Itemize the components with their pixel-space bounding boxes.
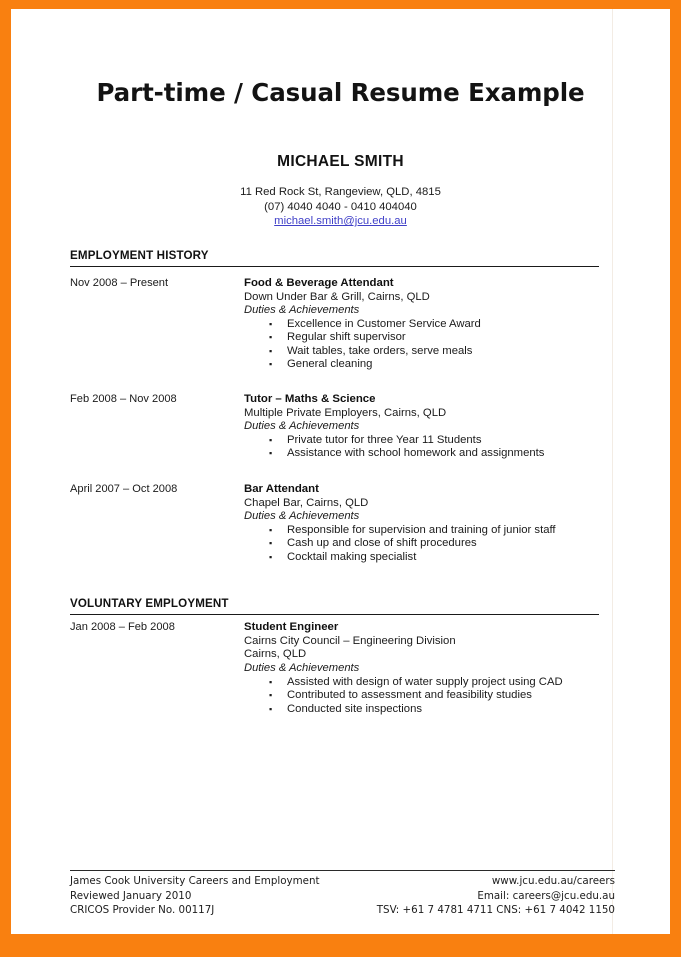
entry-bullet-list	[244, 524, 615, 565]
bullet-item	[244, 676, 615, 690]
bullet-item	[244, 703, 615, 717]
bullet-item	[244, 689, 615, 703]
square-bullet-icon: ▪	[269, 703, 273, 714]
entry-organisation: Multiple Private Employers, Cairns, QLD	[244, 406, 447, 419]
entry-date: Feb 2008 – Nov 2008	[70, 393, 177, 405]
resume-document	[11, 9, 670, 934]
entry-body	[244, 621, 615, 716]
entry-job-title: Student Engineer	[244, 621, 339, 633]
square-bullet-icon: ▪	[269, 359, 273, 370]
entry-organisation: Cairns City Council – Engineering Division	[244, 634, 456, 647]
section-2	[70, 597, 599, 615]
section-heading: VOLUNTARY EMPLOYMENT	[70, 597, 599, 615]
entry-duties-label: Duties & Achievements	[244, 420, 360, 433]
footer-right-line: www.jcu.edu.au/careers	[491, 875, 615, 887]
square-bullet-icon: ▪	[269, 332, 273, 343]
square-bullet-icon: ▪	[269, 318, 273, 329]
square-bullet-icon: ▪	[269, 551, 273, 562]
entry-organisation: Chapel Bar, Cairns, QLD	[244, 496, 369, 509]
entry-bullet-list	[244, 676, 615, 717]
contact-block	[11, 185, 670, 229]
entry-organisation: Down Under Bar & Grill, Cairns, QLD	[244, 290, 430, 303]
entry-date: Jan 2008 – Feb 2008	[70, 621, 175, 633]
square-bullet-icon: ▪	[269, 524, 273, 535]
document-page	[11, 9, 670, 934]
bullet-text: Conducted site inspections	[287, 702, 423, 715]
bullet-text: Wait tables, take orders, serve meals	[287, 344, 473, 357]
entry-body	[244, 393, 615, 461]
section-1	[70, 249, 599, 267]
bullet-item	[244, 318, 615, 332]
bullet-text: Assistance with school homework and assignments	[287, 447, 545, 460]
entry-body	[244, 277, 615, 372]
bullet-text: Responsible for supervision and training of junior staff	[287, 523, 556, 536]
square-bullet-icon: ▪	[269, 345, 273, 356]
bullet-item	[244, 345, 615, 359]
contact-email-link[interactable]: michael.smith@jcu.edu.au	[274, 215, 407, 228]
entry-job-title: Bar Attendant	[244, 483, 319, 495]
page-title: Part-time / Casual Resume Example	[96, 78, 585, 107]
footer-left-line: Reviewed January 2010	[70, 889, 192, 902]
entry-job-title: Tutor – Maths & Science	[244, 393, 376, 405]
entry-organisation-location: Cairns, QLD	[244, 648, 307, 661]
entry-duties-label: Duties & Achievements	[244, 304, 360, 317]
bullet-item	[244, 331, 615, 345]
square-bullet-icon: ▪	[269, 448, 273, 459]
entry-date: April 2007 – Oct 2008	[70, 483, 178, 495]
square-bullet-icon: ▪	[269, 538, 273, 549]
bullet-item	[244, 537, 615, 551]
bullet-item	[244, 434, 615, 448]
bullet-item	[244, 358, 615, 372]
square-bullet-icon: ▪	[269, 434, 273, 445]
bullet-item	[244, 447, 615, 461]
bullet-text: Excellence in Customer Service Award	[287, 317, 481, 330]
entry-date: Nov 2008 – Present	[70, 277, 169, 289]
bullet-text: Cocktail making specialist	[287, 550, 417, 563]
footer-row	[70, 903, 615, 918]
square-bullet-icon: ▪	[269, 690, 273, 701]
footer-left-line: James Cook University Careers and Employment	[70, 875, 320, 887]
page-footer	[70, 870, 615, 918]
footer-right-line: Email: careers@jcu.edu.au	[477, 889, 615, 902]
footer-row	[70, 889, 615, 904]
bullet-text: Assisted with design of water supply project using CAD	[287, 675, 563, 688]
bullet-text: General cleaning	[287, 358, 373, 371]
footer-row	[70, 874, 615, 889]
candidate-name: MICHAEL SMITH	[277, 153, 404, 170]
bullet-item	[244, 524, 615, 538]
entry-bullet-list	[244, 434, 615, 461]
contact-address: 11 Red Rock St, Rangeview, QLD, 4815	[240, 186, 441, 198]
bullet-text: Cash up and close of shift procedures	[287, 537, 477, 550]
entry-duties-label: Duties & Achievements	[244, 510, 360, 523]
bullet-text: Contributed to assessment and feasibility studies	[287, 689, 532, 702]
entry-job-title: Food & Beverage Attendant	[244, 277, 394, 289]
footer-right-line: TSV: +61 7 4781 4711 CNS: +61 7 4042 1150	[376, 904, 615, 917]
bullet-item	[244, 551, 615, 565]
entry-body	[244, 483, 615, 564]
bullet-text: Regular shift supervisor	[287, 331, 406, 344]
square-bullet-icon: ▪	[269, 676, 273, 687]
contact-phones: (07) 4040 4040 - 0410 404040	[264, 200, 417, 213]
entry-duties-label: Duties & Achievements	[244, 661, 360, 674]
entry-bullet-list	[244, 318, 615, 372]
bullet-text: Private tutor for three Year 11 Students	[287, 433, 482, 446]
footer-left-line: CRICOS Provider No. 00117J	[70, 904, 215, 917]
section-heading: EMPLOYMENT HISTORY	[70, 249, 599, 267]
